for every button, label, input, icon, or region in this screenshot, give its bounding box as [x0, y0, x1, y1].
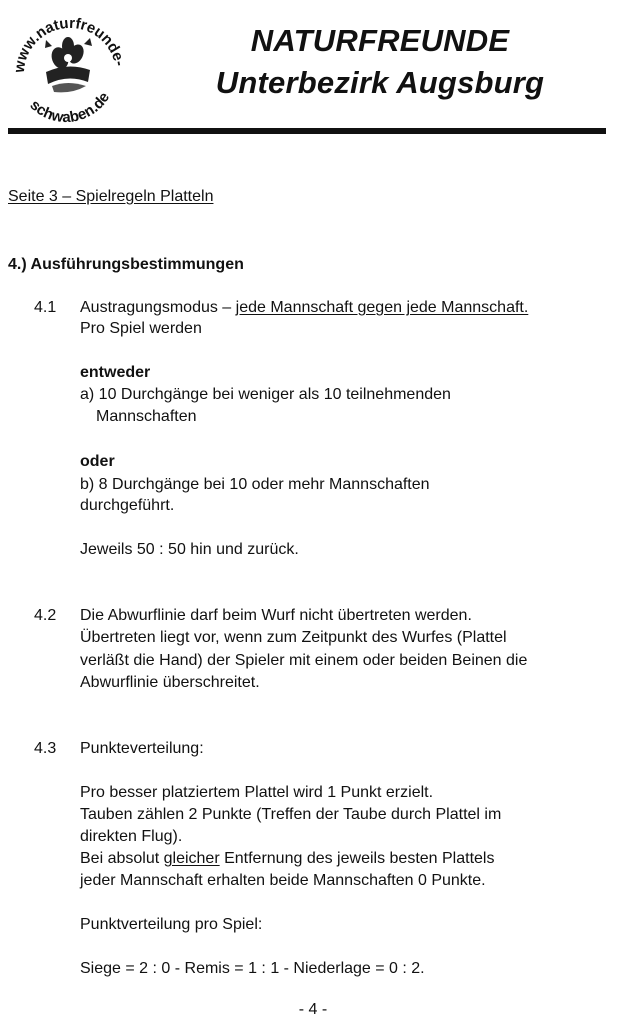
section-4-2-line-1: Die Abwurflinie darf beim Wurf nicht übertreten werden.: [80, 607, 472, 624]
section-4-2-number: 4.2: [34, 607, 57, 624]
option-a-line-1: a) 10 Durchgänge bei weniger als 10 teilnehmenden: [80, 386, 451, 403]
logo-text-bottom: schwaben.de: [26, 89, 114, 127]
page-number: - 4 -: [298, 1001, 328, 1018]
points-line-3: direkten Flug).: [80, 828, 183, 845]
mode-label: Austragungsmodus –: [80, 299, 236, 316]
points-line-5: jeder Mannschaft erhalten beide Mannschaften 0 Punkte.: [80, 872, 486, 889]
points-line-4: [80, 848, 494, 870]
points-line-4-c: Entfernung des jeweils besten Plattels: [219, 850, 495, 867]
title-line-1: NATURFREUNDE: [250, 23, 510, 58]
option-a-line-2: Mannschaften: [96, 408, 197, 425]
logo-emblem-icon: [45, 37, 92, 92]
mode-emphasis: jede Mannschaft gegen jede Mannschaft.: [235, 299, 529, 316]
points-line-2: Tauben zählen 2 Punkte (Treffen der Taube durch Plattel im: [80, 806, 502, 823]
equal-distance-emphasis: gleicher: [163, 850, 220, 867]
section-heading: 4.) Ausführungsbestimmungen: [8, 256, 244, 273]
section-4-3-number: 4.3: [34, 740, 57, 757]
per-game-label: Punktverteilung pro Spiel:: [80, 916, 263, 933]
each-way-text: Jeweils 50 : 50 hin und zurück.: [80, 541, 299, 558]
result-scoring: Siege = 2 : 0 - Remis = 1 : 1 - Niederlage = 0 : 2.: [80, 960, 425, 977]
section-4-1-number: 4.1: [34, 299, 57, 316]
section-4-2-line-4: Abwurflinie überschreitet.: [80, 674, 260, 691]
page-heading: Seite 3 – Spielregeln Platteln: [8, 188, 214, 205]
or-label: oder: [80, 453, 115, 470]
section-4-2-line-2: Übertreten liegt vor, wenn zum Zeitpunkt des Wurfes (Plattel: [80, 629, 507, 646]
header-rule: [8, 128, 606, 134]
either-label: entweder: [80, 364, 151, 381]
option-b-line-2: durchgeführt.: [80, 497, 175, 514]
logo-text-top: www.naturfreunde-: [10, 14, 129, 74]
points-line-4-a: Bei absolut: [80, 850, 164, 867]
svg-text:schwaben.de: [26, 89, 113, 126]
option-b-line-1: b) 8 Durchgänge bei 10 oder mehr Mannschaften: [80, 476, 430, 493]
section-4-3-title: Punkteverteilung:: [80, 740, 204, 757]
section-4-1-line-1: [80, 297, 528, 319]
naturfreunde-logo: [2, 2, 132, 130]
section-4-2-line-3: verläßt die Hand) der Spieler mit einem oder beiden Beinen die: [80, 652, 528, 669]
section-4-1-line-2: Pro Spiel werden: [80, 320, 202, 337]
points-line-1: Pro besser platziertem Plattel wird 1 Punkt erzielt.: [80, 784, 434, 801]
title-line-2: Unterbezirk Augsburg: [215, 65, 545, 100]
